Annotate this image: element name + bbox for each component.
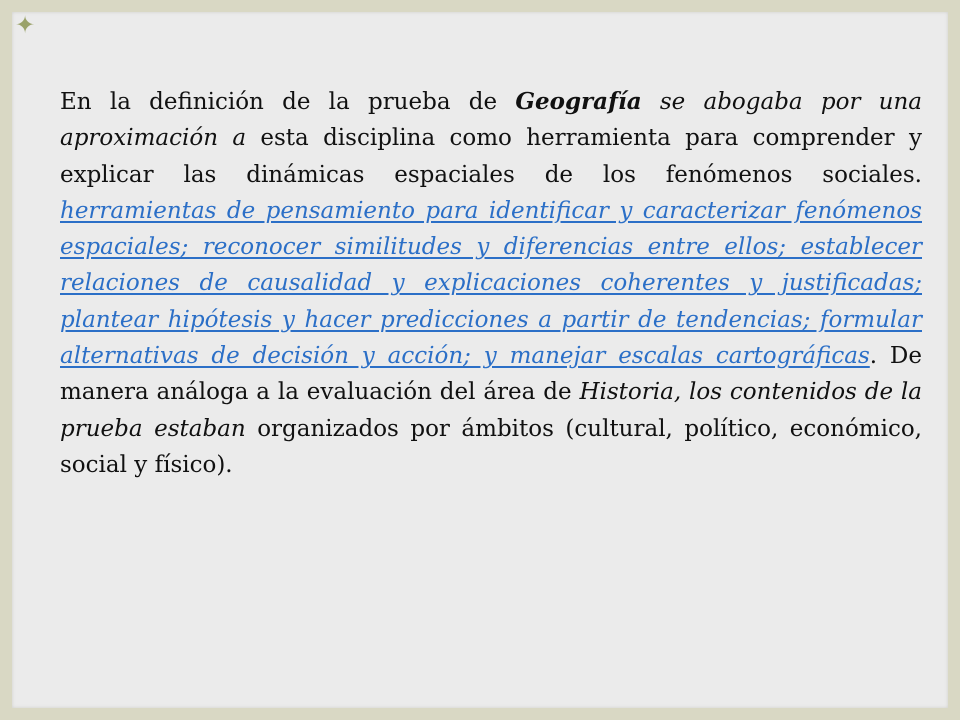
text-segment-organized: organizados por ámbitos (cultural, político, económico, social y físico). <box>60 415 922 478</box>
text-segment-analogous: . De manera análoga a la evaluación del área de <box>60 343 922 406</box>
text-segment-historia: Historia, los contenidos de la prueba estaban <box>60 379 922 442</box>
star-sparkle-icon: ✦ <box>14 11 36 39</box>
text-segment-geografia: Geografía <box>515 88 642 115</box>
text-segment-italic-approach: se abogaba por una aproximación a <box>60 89 923 152</box>
slide-body-paragraph <box>60 84 922 483</box>
slide-frame <box>12 12 948 708</box>
text-segment-discipline: esta disciplina como herramienta para comprender y explicar las dinámicas espaciales de los fenómenos sociales. <box>60 125 922 188</box>
text-segment-intro: En la definición de la prueba de <box>60 89 516 115</box>
hyperlink-thinking-tools[interactable]: herramientas de pensamiento para identificar y caracterizar fenómenos espaciales; reconocer similitudes y diferencias entre ellos; establecer relaciones de causalidad y explicaciones coherentes y justificadas; plantear hipótesis y hacer predicciones a partir de tendencias; formular alternativas de decisión y acción; y manejar escalas cartográficas <box>60 197 922 370</box>
